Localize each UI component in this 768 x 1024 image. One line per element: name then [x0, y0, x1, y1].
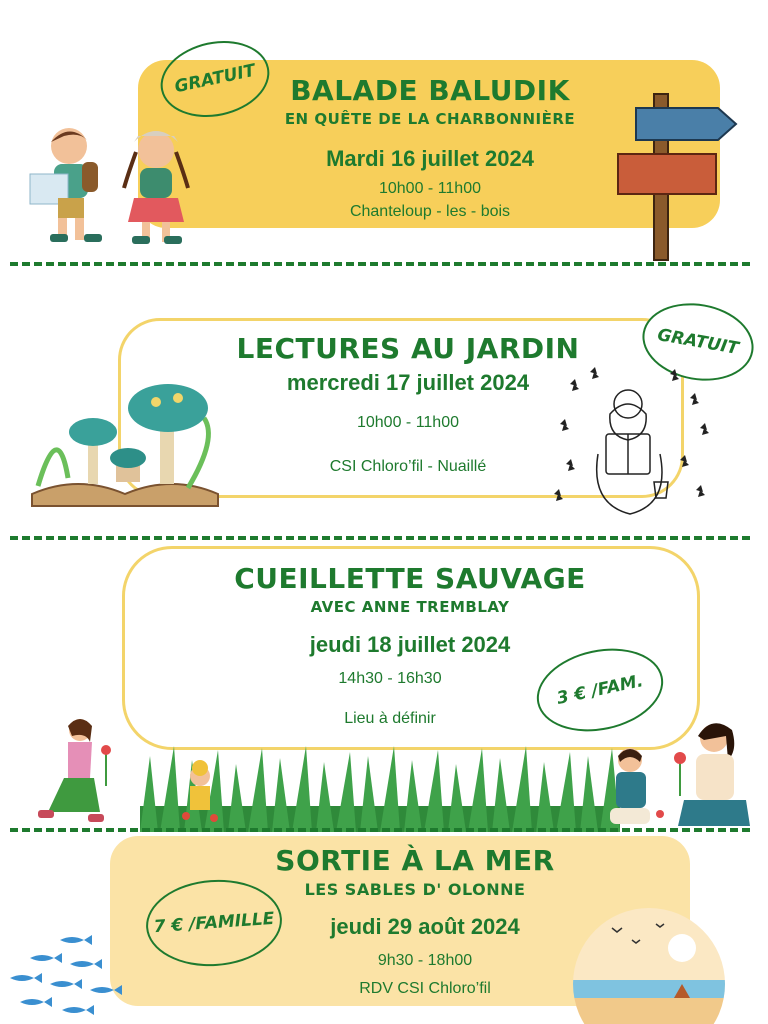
section-divider — [10, 828, 750, 832]
event-subtitle: AVEC ANNE TREMBLAY — [310, 598, 510, 616]
event-place: CSI Chloro’fil - Nuaillé — [329, 458, 487, 475]
event-subtitle: LES SABLES D' OLONNE — [304, 880, 526, 899]
grass-illustration — [140, 746, 620, 832]
event-place: RDV CSI Chloro’fil — [359, 980, 491, 997]
mother-daughter-illustration — [600, 716, 760, 834]
event-date: Mardi 16 juillet 2024 — [326, 146, 534, 171]
event-place: Chanteloup - les - bois — [349, 203, 511, 220]
mushroom-book-illustration — [28, 378, 222, 508]
section-divider — [10, 262, 750, 266]
fish-school-illustration — [0, 930, 140, 1024]
signpost-illustration — [610, 90, 742, 262]
event-title: LECTURES AU JARDIN — [236, 332, 580, 365]
event-date: jeudi 18 juillet 2024 — [309, 632, 511, 657]
event-time: 10h00 - 11h00 — [378, 180, 481, 197]
section-divider — [10, 536, 750, 540]
free-badge-label: GRATUIT — [172, 60, 258, 98]
event-time: 14h30 - 16h30 — [338, 670, 442, 687]
woman-picking-illustration — [28, 716, 124, 832]
event-title: SORTIE À LA MER — [275, 844, 555, 877]
event-subtitle: EN QUÊTE DE LA CHARBONNIÈRE — [284, 110, 576, 128]
event-date: jeudi 29 août 2024 — [330, 914, 520, 939]
event-title: BALADE BALUDIK — [290, 74, 570, 107]
reading-girl-illustration — [550, 364, 720, 524]
event-date: mercredi 17 juillet 2024 — [286, 370, 530, 395]
seaside-illustration — [572, 908, 726, 1024]
price-badge-label: 7 € /FAMILLE — [153, 908, 275, 938]
event-title: CUEILLETTE SAUVAGE — [234, 562, 586, 595]
event-time: 9h30 - 18h00 — [377, 952, 473, 969]
free-badge-label: GRATUIT — [655, 325, 741, 359]
event-place: Lieu à définir — [344, 710, 436, 727]
kids-hiking-illustration — [24, 122, 194, 254]
event-time: 10h00 - 11h00 — [356, 414, 459, 431]
price-badge-label: 3 € /FAM. — [555, 671, 645, 709]
